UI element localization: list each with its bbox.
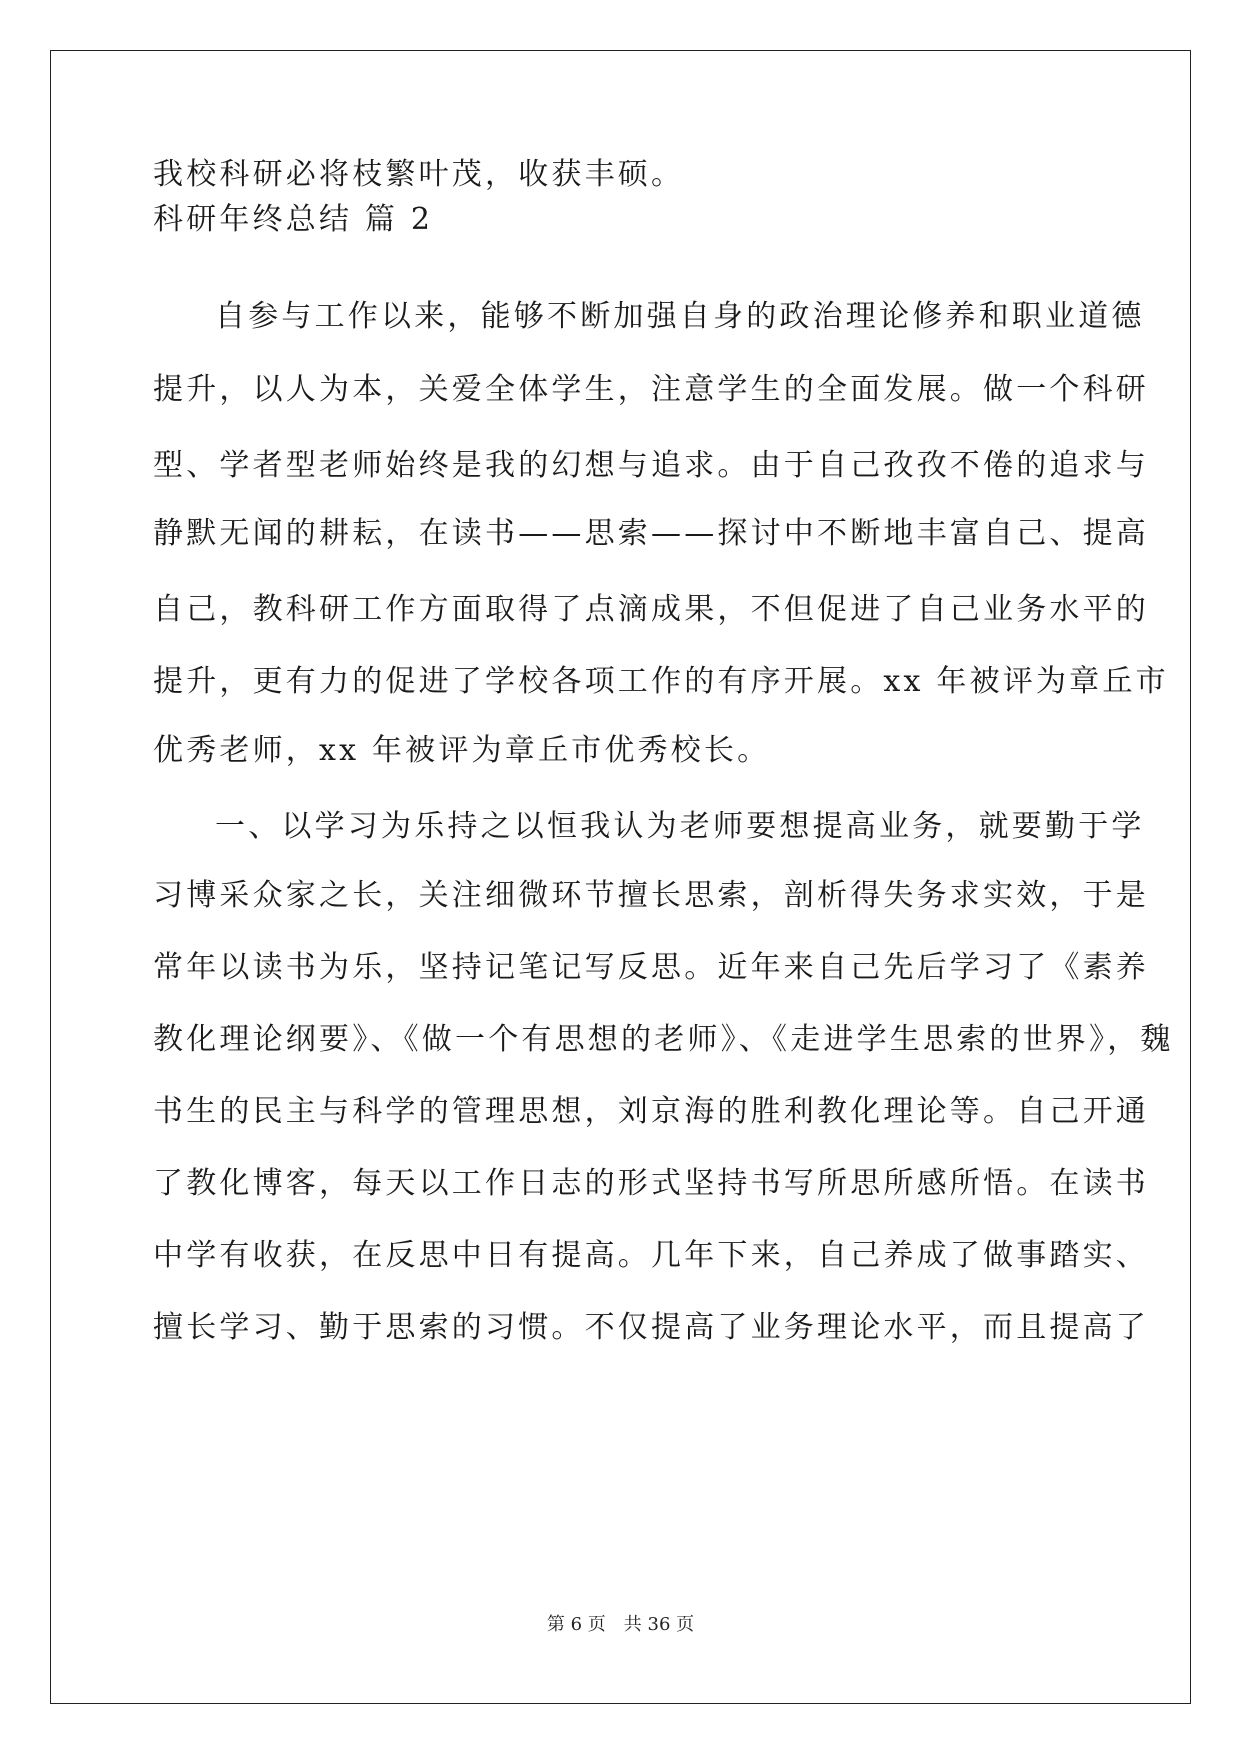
text-line: 习博采众家之长，关注细微环节擅长思索，剖析得失务求实效，于是 <box>153 878 1149 913</box>
page-total: 共 36 页 <box>623 1614 695 1635</box>
section-heading: 科研年终总结 篇 2 <box>153 202 434 237</box>
text-line: 了教化博客，每天以工作日志的形式坚持书写所思所感所悟。在读书 <box>153 1166 1149 1201</box>
text-line: 优秀老师，xx 年被评为章丘市优秀校长。 <box>153 733 771 768</box>
page-footer <box>0 1613 1241 1637</box>
text-line: 提升，更有力的促进了学校各项工作的有序开展。xx 年被评为章丘市 <box>153 664 1169 699</box>
text-line: 静默无闻的耕耘，在读书——思索——探讨中不断地丰富自己、提高 <box>153 516 1149 551</box>
text-line: 书生的民主与科学的管理思想，刘京海的胜利教化理论等。自己开通 <box>153 1094 1149 1129</box>
text-line: 常年以读书为乐，坚持记笔记写反思。近年来自己先后学习了《素养 <box>153 950 1149 985</box>
text-line: 型、学者型老师始终是我的幻想与追求。由于自己孜孜不倦的追求与 <box>153 448 1149 483</box>
text-line: 擅长学习、勤于思索的习惯。不仅提高了业务理论水平，而且提高了 <box>153 1310 1149 1345</box>
text-line: 提升，以人为本，关爱全体学生，注意学生的全面发展。做一个科研 <box>153 372 1149 407</box>
page-number: 第 6 页 <box>546 1614 606 1635</box>
text-line: 教化理论纲要》、《做一个有思想的老师》、《走进学生思索的世界》，魏 <box>153 1022 1174 1057</box>
paragraph-first-line: 一、以学习为乐持之以恒我认为老师要想提高业务，就要勤于学 <box>215 809 1145 844</box>
text-line: 自己，教科研工作方面取得了点滴成果，不但促进了自己业务水平的 <box>153 592 1149 627</box>
paragraph-first-line: 自参与工作以来，能够不断加强自身的政治理论修养和职业道德 <box>215 299 1145 334</box>
text-line: 我校科研必将枝繁叶茂，收获丰硕。 <box>153 157 685 192</box>
text-line: 中学有收获，在反思中日有提高。几年下来，自己养成了做事踏实、 <box>153 1238 1149 1273</box>
